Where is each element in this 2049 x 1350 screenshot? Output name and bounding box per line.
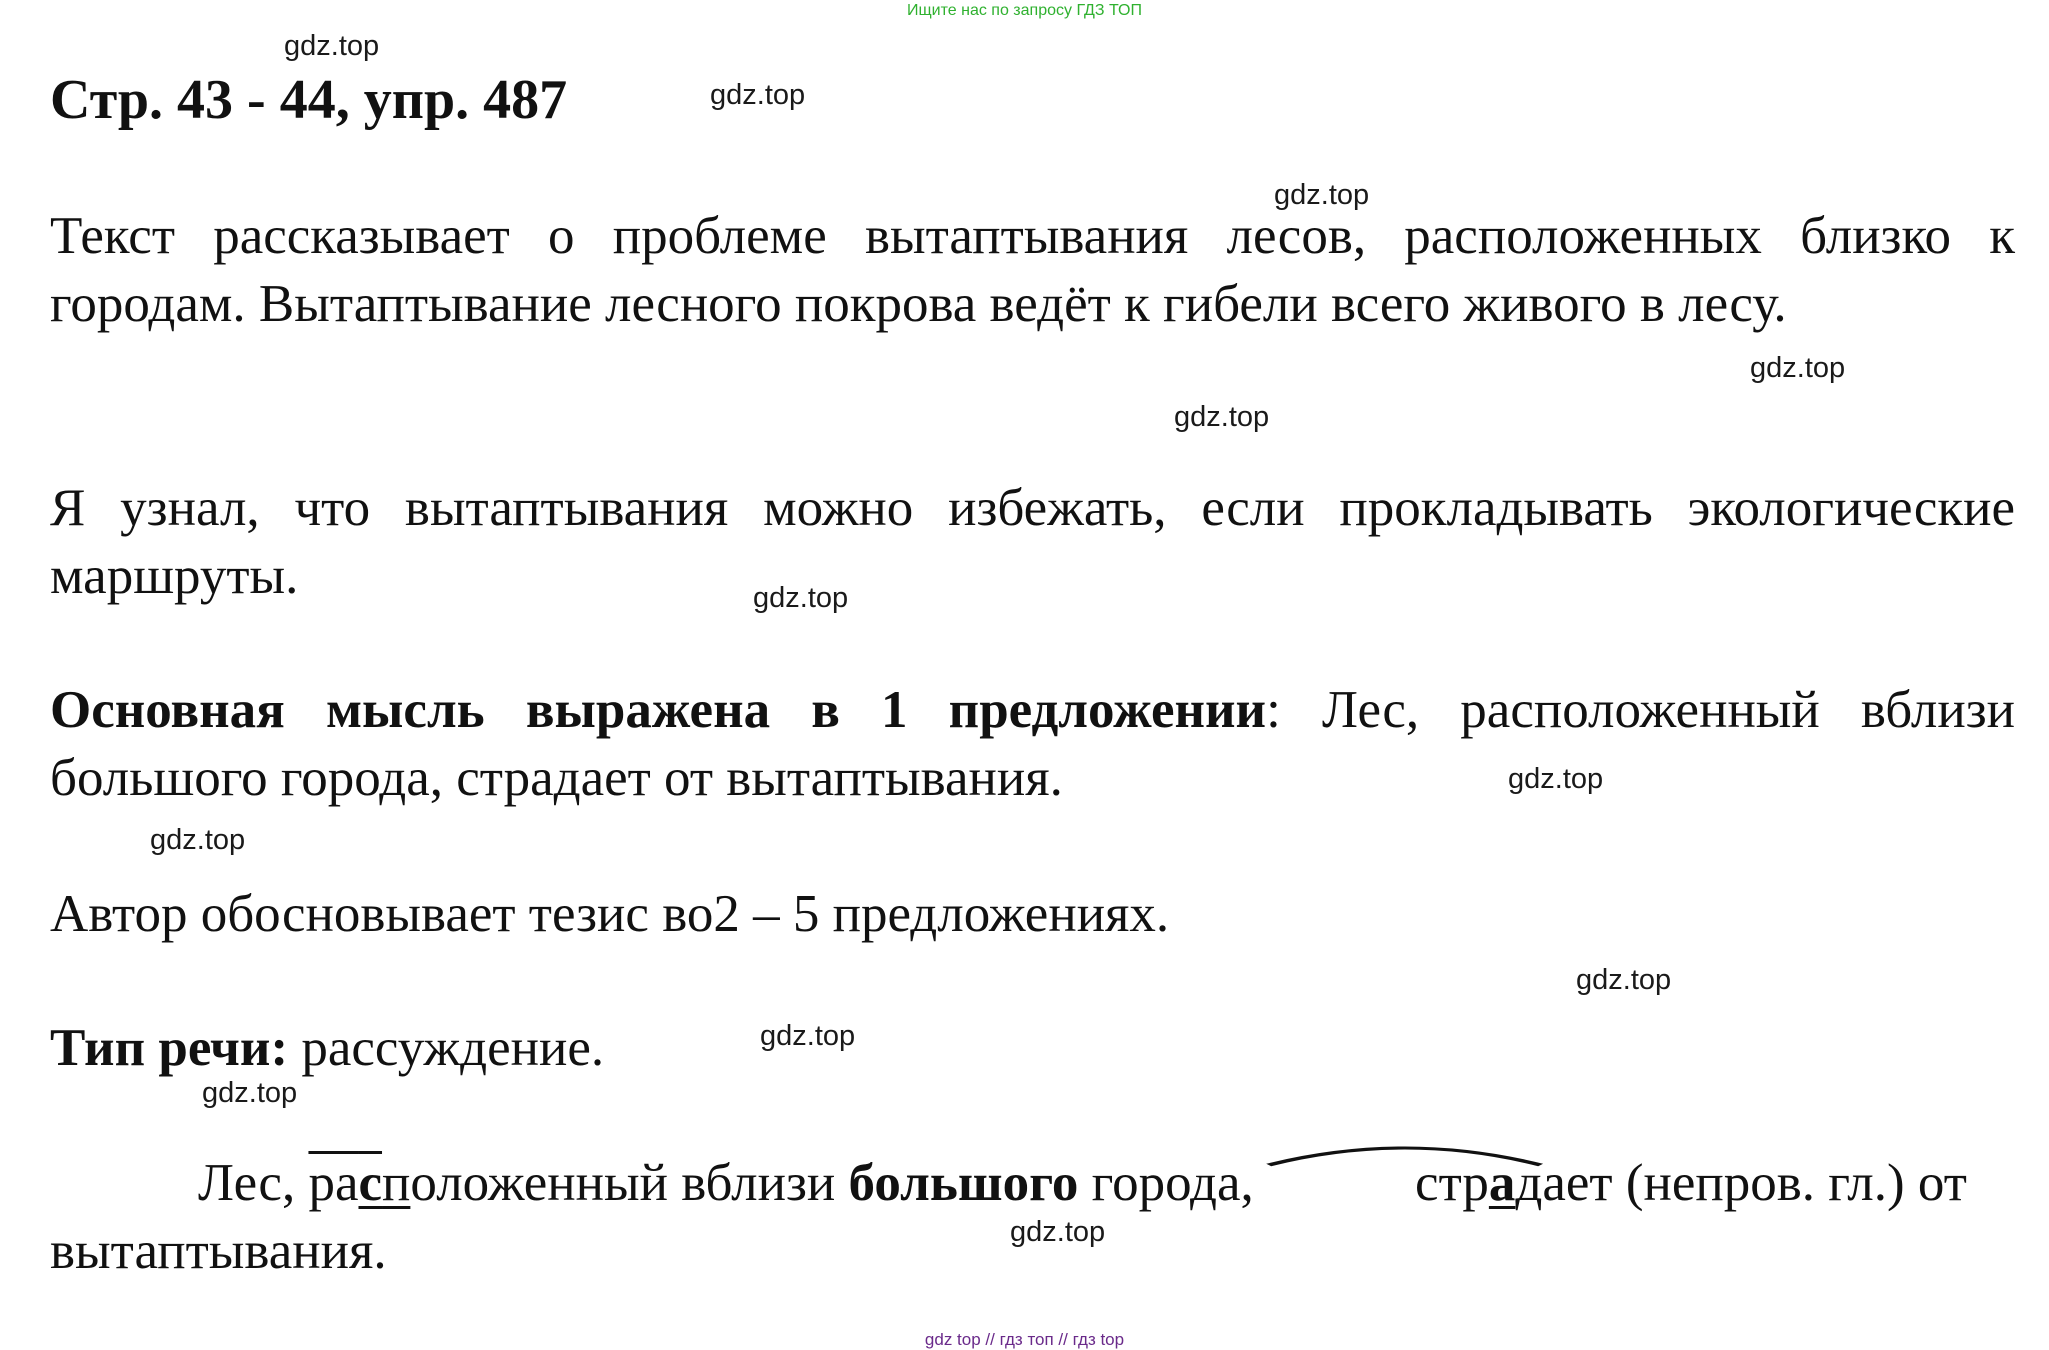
watermark: gdz.top bbox=[760, 1020, 856, 1052]
watermark: gdz.top bbox=[753, 582, 849, 614]
watermark: gdz.top bbox=[1174, 401, 1270, 433]
root-part-d: д bbox=[1515, 1154, 1543, 1212]
root-letter-a: а bbox=[1488, 1154, 1516, 1212]
prefix-ra: ра bbox=[308, 1154, 359, 1212]
watermark: gdz.top bbox=[1576, 964, 1672, 996]
paragraph-learned: Я узнал, что вытаптывания можно избежать, если прокладывать экологические маршруты. bbox=[50, 479, 2015, 605]
page-title: Стр. 43 - 44, упр. 487 bbox=[50, 69, 568, 131]
watermark: gdz.top bbox=[202, 1077, 298, 1109]
paragraph-summary: Текст рассказывает о проблеме вытаптывания лесов, расположенных близко к городам. Вытаптывание лесного покрова ведёт к гибели всего живого в лесу. bbox=[50, 207, 2015, 333]
watermark: gdz.top bbox=[710, 79, 806, 111]
prefix-ras bbox=[308, 1154, 382, 1212]
watermark: gdz.top bbox=[1508, 763, 1604, 795]
root-arc-mark bbox=[1263, 1137, 1546, 1167]
letter-p: п bbox=[382, 1154, 411, 1212]
main-idea-label: Основная мысль выражена в 1 предложении bbox=[50, 681, 1267, 739]
watermark: gdz.top bbox=[1010, 1216, 1106, 1248]
top-banner: Ищите нас по запросу ГДЗ ТОП bbox=[907, 2, 1142, 19]
speech-type-label: Тип речи: bbox=[50, 1019, 289, 1077]
root-strad bbox=[1267, 1149, 1542, 1217]
paragraph-speech-type bbox=[50, 1014, 2015, 1082]
analysis-word-last: вытаптывания. bbox=[50, 1222, 387, 1280]
analysis-word-goroda: города, bbox=[1078, 1154, 1268, 1212]
paragraph-main-idea bbox=[50, 676, 2015, 812]
footer-watermark: gdz top // гдз топ // гдз top bbox=[924, 1330, 1125, 1349]
analysis-word-les: Лес, bbox=[198, 1154, 309, 1212]
root-part-str: стр bbox=[1415, 1154, 1489, 1212]
analysis-word-rest: оложенный вблизи bbox=[410, 1154, 849, 1212]
watermark: gdz.top bbox=[150, 824, 246, 856]
main-idea-text: : Лес, расположенный вблизи большого города, страдает от вытаптывания. bbox=[50, 681, 2016, 807]
analysis-word-ending: ает (непров. гл.) от bbox=[1542, 1154, 1967, 1212]
watermark: gdz.top bbox=[1274, 179, 1370, 211]
bold-word-bolshogo: большого bbox=[848, 1154, 1079, 1212]
speech-type-value: рассуждение. bbox=[288, 1019, 605, 1077]
paragraph-thesis: Автор обосновывает тезис во2 – 5 предложениях. bbox=[50, 885, 1170, 943]
watermark: gdz.top bbox=[1750, 352, 1846, 384]
letter-s: с bbox=[358, 1154, 383, 1212]
watermark: gdz.top bbox=[284, 30, 380, 62]
